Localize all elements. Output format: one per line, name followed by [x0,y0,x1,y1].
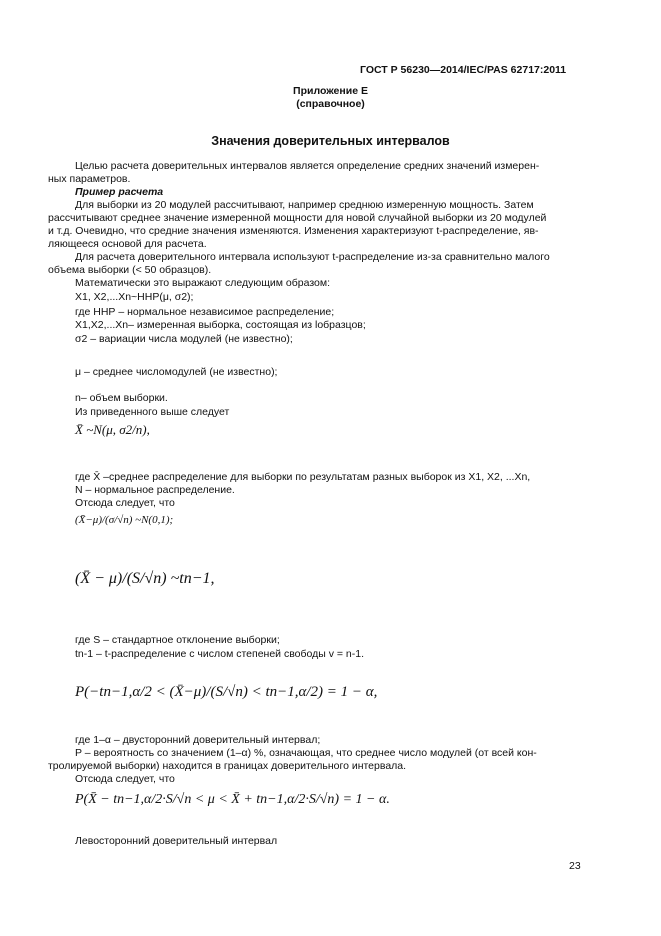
where-P-line-2: тролируемой выборки) находится в границах доверительного интервала. [48,760,407,772]
p2-line-1: Для расчета доверительного интервала используют t-распределение из-за сравнительно малого [75,251,550,263]
p3: Математически это выражают следующим образом: [75,277,331,289]
formula-1: X1, X2,...Xn~HHP(μ, σ2); [75,291,194,303]
left-interval: Левосторонний доверительный интервал [75,835,278,847]
p2-line-2: объема выборки (< 50 образцов). [48,264,212,276]
follows-3: Отсюда следует, что [75,773,175,785]
p1-line-2: рассчитывают среднее значение измеренной мощности для новой случайной выборки из 20 модулей [48,212,547,224]
example-heading: Пример расчета [75,186,164,198]
where-xbar: где X̄ –среднее распределение для выборки по результатам разных выборок из X1, X2, ...Xn, [75,471,531,483]
formula-3: (X̄−μ)/(σ/√n) ~N(0,1); [75,514,174,526]
p1-line-4: ляющееся основой для расчета. [48,238,207,250]
where-S: где S – стандартное отклонение выборки; [75,634,280,646]
formula-4: (X̄ − μ)/(S/√n) ~tn−1, [75,570,215,587]
page-number: 23 [569,860,581,872]
where-mu: μ – среднее числомодулей (не известно); [75,366,278,378]
appendix-title: Приложение Е [293,85,368,97]
where-alpha: где 1–α – двусторонний доверительный интервал; [75,734,321,746]
where-n: n– объем выборки. [75,392,168,404]
formula-6: P(X̄ − tn−1,α/2·S/√n < μ < X̄ + tn−1,α/2·S/√n) = 1 − α. [75,792,390,807]
where-sigma: σ2 – вариации числа модулей (не известно); [75,333,293,345]
formula-2: X̄ ~N(μ, σ2/n), [75,422,150,437]
p1-line-1: Для выборки из 20 модулей рассчитывают, например среднюю измеренную мощность. Затем [75,199,534,211]
where-N: N – нормальное распределение. [75,484,235,496]
appendix-kind: (справочное) [296,98,365,110]
where-P-line-1: P – вероятность со значением (1–α) %, означающая, что среднее число модулей (от всей кон- [75,747,537,759]
p1-line-3: и т.д. Очевидно, что средние значения изменяются. Изменения характеризуют t-распределение, яв- [48,225,539,237]
page-title: Значения доверительных интервалов [211,134,450,148]
where-hhp: где ННР – нормальное независимое распределение; [75,306,335,318]
intro-line-2: ных параметров. [48,173,131,185]
formula-5: P(−tn−1,α/2 < (X̄−μ)/(S/√n) < tn−1,α/2) = 1 − α, [75,684,378,700]
follows-2: Отсюда следует, что [75,497,175,509]
follows-1: Из приведенного выше следует [75,406,230,418]
standard-code: ГОСТ Р 56230—2014/IEC/PAS 62717:2011 [360,64,567,76]
where-x: X1,X2,...Xn– измеренная выборка, состоящая из lобразцов; [75,319,366,331]
where-t: tn-1 – t-распределение с числом степеней свободы v = n-1. [75,648,365,660]
intro-line-1: Целью расчета доверительных интервалов является определение средних значений измерен- [75,160,540,172]
